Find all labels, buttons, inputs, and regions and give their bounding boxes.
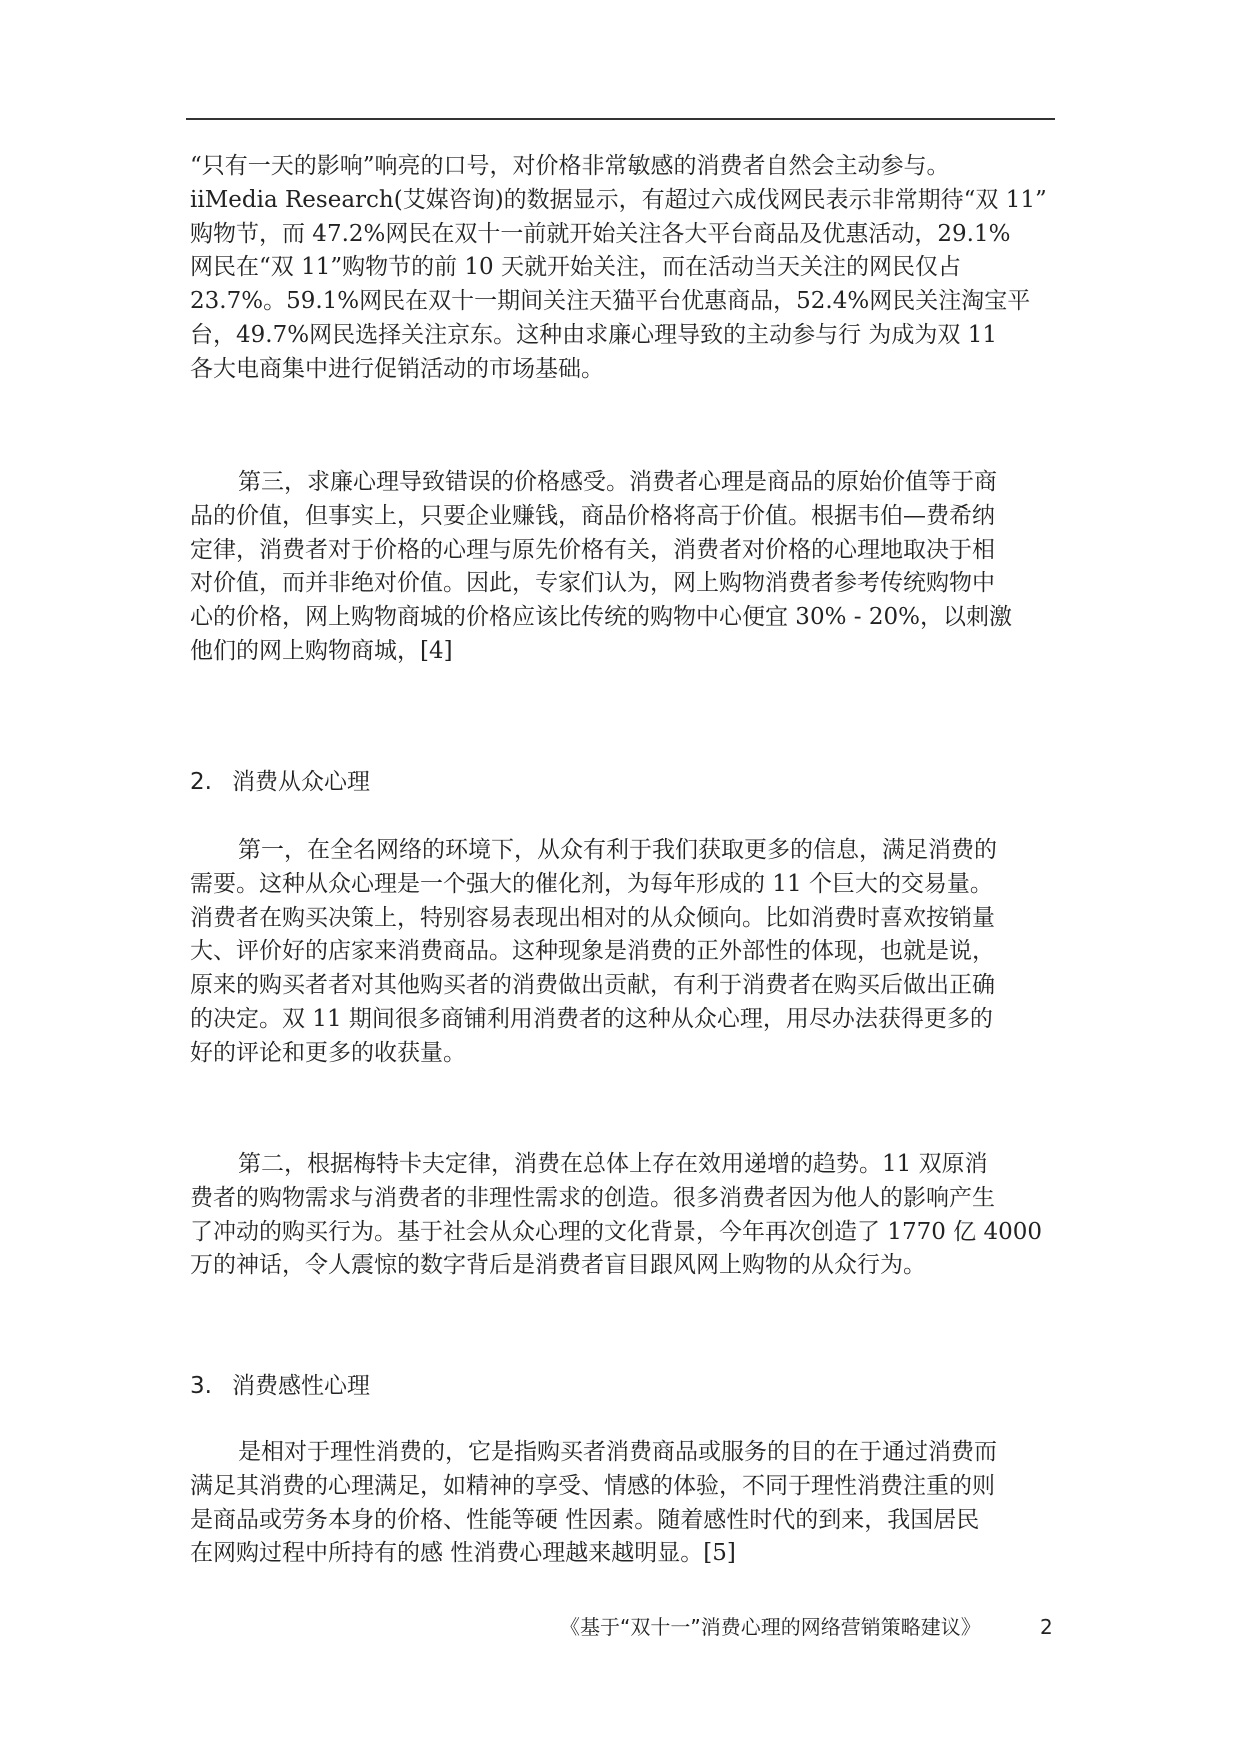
text-line: iiMedia Research(艾媒咨询)的数据显示，有超过六成伐网民表示非常期待“双 11” <box>190 186 1047 213</box>
paragraph-5 <box>190 1436 1056 1571</box>
paragraph-4 <box>190 1148 1056 1283</box>
paragraph-2 <box>190 466 1056 669</box>
text-line: 在网购过程中所持有的感 性消费心理越来越明显。[5] <box>190 1540 736 1567</box>
text-line: 需要。这种从众心理是一个强大的催化剂，为每年形成的 11 个巨大的交易量。 <box>190 870 993 897</box>
paragraph-1 <box>190 150 1056 387</box>
text-line: 第三，求廉心理导致错误的价格感受。消费者心理是商品的原始价值等于商 <box>238 469 997 495</box>
heading-title: 消费感性心理 <box>232 1373 370 1399</box>
text-line: 对价值，而并非绝对价值。因此，专家们认为，网上购物消费者参考传统购物中 <box>190 570 995 597</box>
text-line: 的决定。双 11 期间很多商铺利用消费者的这种从众心理，用尽办法获得更多的 <box>190 1005 993 1032</box>
text-line: 第一，在全名网络的环境下，从众有利于我们获取更多的信息，满足消费的 <box>238 837 997 863</box>
text-line: 大、评价好的店家来消费商品。这种现象是消费的正外部性的体现，也就是说， <box>190 938 995 965</box>
text-line: 原来的购买者者对其他购买者的消费做出贡献，有利于消费者在购买后做出正确 <box>190 972 995 999</box>
page-footer <box>560 1613 1060 1641</box>
text-line: 23.7%。59.1%网民在双十一期间关注天猫平台优惠商品，52.4%网民关注淘宝平 <box>190 288 1031 315</box>
text-line: 品的价值，但事实上，只要企业赚钱，商品价格将高于价值。根据韦伯—费希纳 <box>190 502 995 529</box>
page-number: 2 <box>1040 1615 1053 1639</box>
text-line: 是商品或劳务本身的价格、性能等硬 性因素。随着感性时代的到来，我国居民 <box>190 1506 980 1533</box>
text-line: 了冲动的购买行为。基于社会从众心理的文化背景，今年再次创造了 1770 亿 4000 <box>190 1218 1042 1245</box>
heading-number: 2. <box>190 769 212 795</box>
text-line: 各大电商集中进行促销活动的市场基础。 <box>190 355 604 382</box>
text-line: 他们的网上购物商城，[4] <box>190 637 453 664</box>
text-line: 满足其消费的心理满足，如精神的享受、情感的体验，不同于理性消费注重的则 <box>190 1472 995 1499</box>
text-line: 购物节，而 47.2%网民在双十一前就开始关注各大平台商品及优惠活动，29.1% <box>190 220 1011 247</box>
text-line: 好的评论和更多的收获量。 <box>190 1039 466 1066</box>
heading-title: 消费从众心理 <box>232 769 370 795</box>
text-line: 定律，消费者对于价格的心理与原先价格有关，消费者对价格的心理地取决于相 <box>190 536 995 563</box>
text-line: 心的价格，网上购物商城的价格应该比传统的购物中心便宜 30% - 20%，以刺激 <box>190 604 1012 631</box>
section-heading-2 <box>190 766 1056 798</box>
text-line: 台，49.7%网民选择关注京东。这种由求廉心理导致的主动参与行 为成为双 11 <box>190 321 997 348</box>
paragraph-3 <box>190 834 1056 1071</box>
text-line: 万的神话，令人震惊的数字背后是消费者盲目跟风网上购物的从众行为。 <box>190 1252 926 1279</box>
text-line: 第二，根据梅特卡夫定律，消费在总体上存在效用递增的趋势。11 双原消 <box>238 1151 988 1177</box>
text-line: 是相对于理性消费的，它是指购买者消费商品或服务的目的在于通过消费而 <box>238 1439 997 1465</box>
text-line: 消费者在购买决策上，特别容易表现出相对的从众倾向。比如消费时喜欢按销量 <box>190 904 995 931</box>
text-line: 网民在“双 11”购物节的前 10 天就开始关注，而在活动当天关注的网民仅占 <box>190 254 961 281</box>
text-line: “只有一天的影响”响亮的口号，对价格非常敏感的消费者自然会主动参与。 <box>190 153 950 179</box>
heading-number: 3. <box>190 1373 212 1399</box>
header-rule <box>186 118 1055 120</box>
footer-title: 《基于“双十一”消费心理的网络营销策略建议》 <box>560 1615 981 1639</box>
text-line: 费者的购物需求与消费者的非理性需求的创造。很多消费者因为他人的影响产生 <box>190 1184 995 1211</box>
section-heading-3 <box>190 1370 1056 1402</box>
